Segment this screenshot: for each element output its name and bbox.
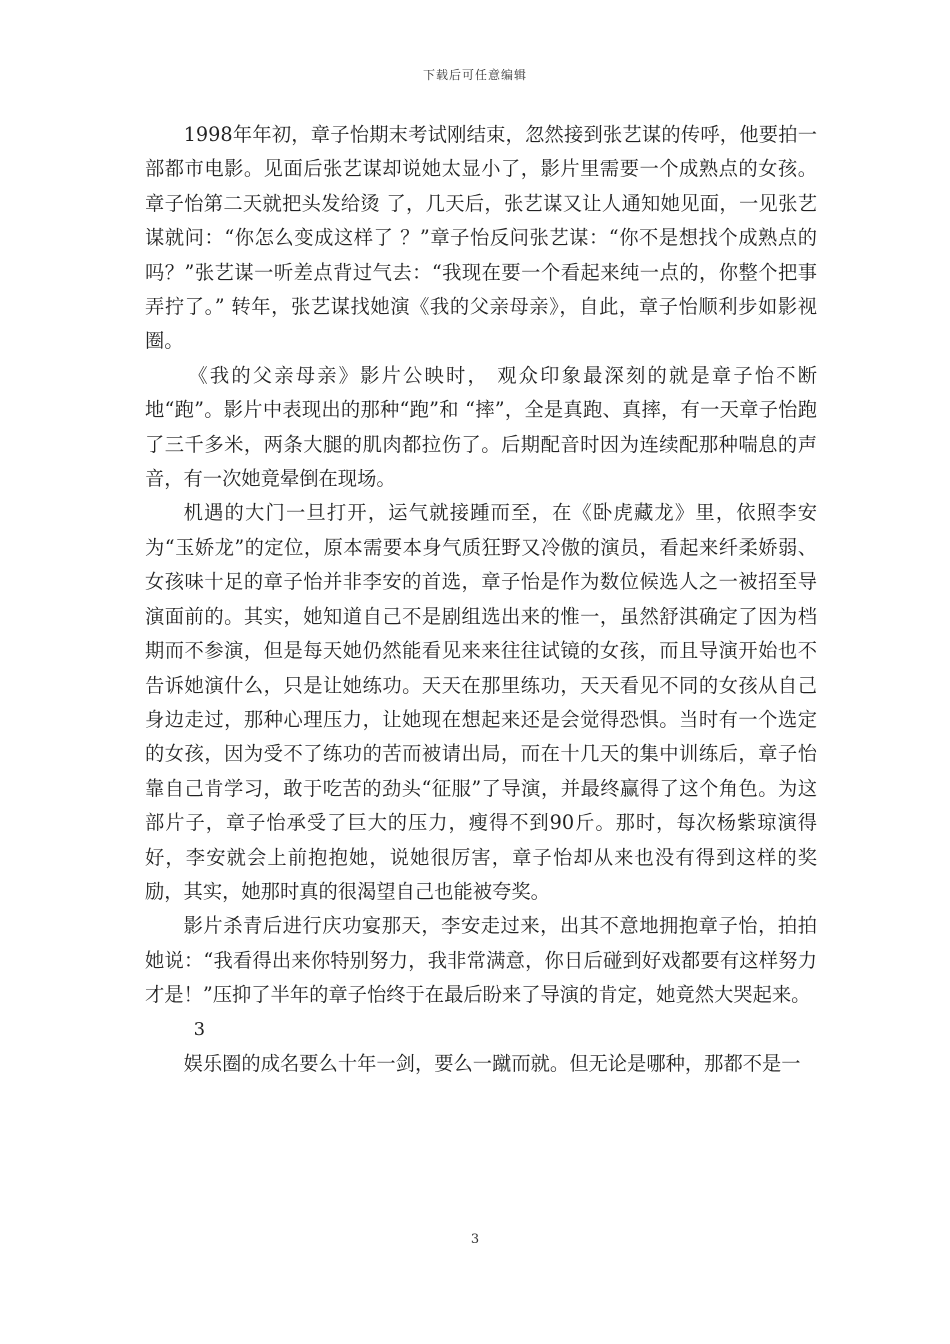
paragraph-5: 娱乐圈的成名要么十年一剑，要么一蹴而就。但无论是哪种，那都不是一	[183, 1051, 801, 1075]
page-header: 下载后可任意编辑	[422, 68, 527, 82]
document-body	[145, 118, 817, 1081]
paragraph-4: 影片杀青后进行庆功宴那天，李安走过来，出其不意地拥抱章子怡，拍拍她说：“我看得出来你特别努力，我非常满意，你日后碰到好戏都要有这样努力才是！”压抑了半年的章子怡终于在最后盼来了导演的肯定，她竟然大哭起来。	[145, 914, 817, 1007]
paragraph-1: 1998年年初，章子怡期末考试刚结束，忽然接到张艺谋的传呼，他要拍一部都市电影。见面后张艺谋却说她太显小了，影片里需要一个成熟点的女孩。章子怡第二天就把头发给烫 了，几天后，张艺谋又让人通知她见面，一见张艺谋就问：“你怎么变成这样了 ？”章子怡反问张艺谋：“你不是想找个成熟点的吗？”张艺谋一听差点背过气去：“我现在要一个看起来纯一点的，你整个把事弄拧了。” 转年，张艺谋找她演《我的父亲母亲》，自此，章子怡顺利步如影视圈。	[145, 123, 817, 353]
section-number: 3	[193, 1018, 206, 1040]
paragraph-2: 《我的父亲母亲》影片公映时， 观众印象最深刻的就是章子怡不断地“跑”。影片中表现出的那种“跑”和 “摔”，全是真跑、真摔，有一天章子怡跑了三千多米，两条大腿的肌肉都拉伤了。后期配音时因为连续配那种喘息的声音，有一次她竟晕倒在现场。	[145, 363, 817, 491]
paragraph-3: 机遇的大门一旦打开，运气就接踵而至，在《卧虎藏龙》里，依照李安为“玉娇龙”的定位，原本需要本身气质狂野又冷傲的演员，看起来纤柔娇弱、女孩味十足的章子怡并非李安的首选，章子怡是作为数位候选人之一被招至导演面前的。其实，她知道自己不是剧组选出来的惟一，虽然舒淇确定了因为档期而不参演，但是每天她仍然能看见来来往往试镜的女孩，而且导演开始也不告诉她演什么，只是让她练功。天天在那里练功，天天看见不同的女孩从自己身边走过，那种心理压力，让她现在想起来还是会觉得恐惧。当时有一个选定的女孩，因为受不了练功的苦而被请出局，而在十几天的集中训练后，章子怡靠自己肯学习，敢于吃苦的劲头“征服”了导演，并最终赢得了这个角色。为这部片子，章子怡承受了巨大的压力，瘦得不到90斤。那时，每次杨紫琼演得好，李安就会上前抱抱她，说她很厉害，章子怡却从来也没有得到这样的奖励，其实，她那时真的很渴望自己也能被夸奖。	[145, 501, 817, 903]
page-number: 3	[470, 1232, 480, 1247]
